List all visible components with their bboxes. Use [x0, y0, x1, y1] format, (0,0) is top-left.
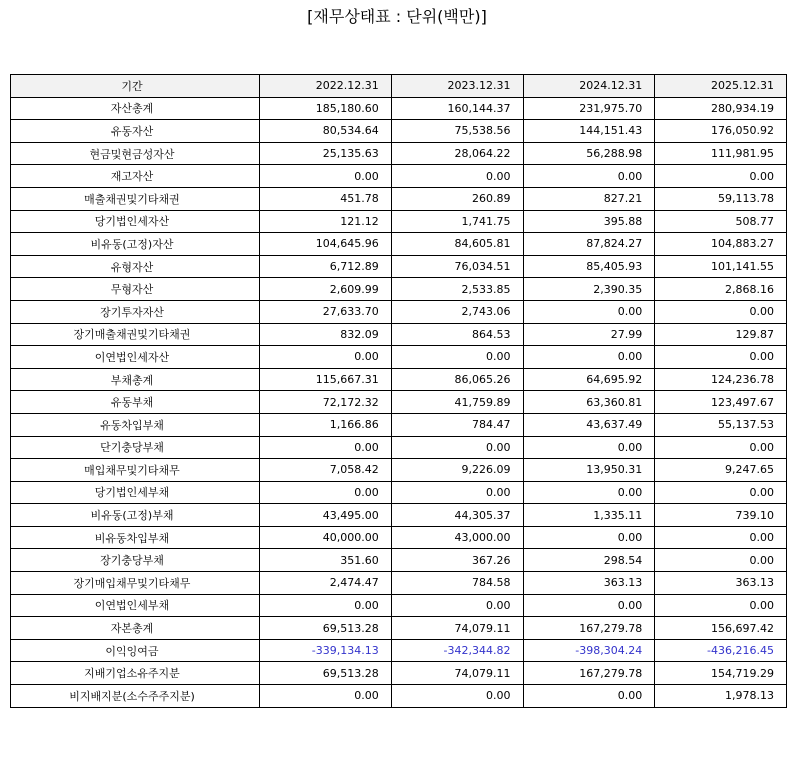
- table-cell-value: 0.00: [523, 165, 655, 188]
- table-row: [11, 662, 787, 685]
- table-cell-value: 367.26: [391, 549, 523, 572]
- table-cell-value: 104,883.27: [655, 233, 787, 256]
- page-title: [재무상태표 : 단위(백만)]: [307, 7, 487, 26]
- table-cell-value: -436,216.45: [655, 639, 787, 662]
- table-row: [11, 97, 787, 120]
- table-row: [11, 120, 787, 143]
- table-cell-value: 451.78: [260, 187, 392, 210]
- table-cell-value: 75,538.56: [391, 120, 523, 143]
- row-label: 비유동(고정)자산: [11, 233, 260, 256]
- table-row: [11, 639, 787, 662]
- table-cell-value: 832.09: [260, 323, 392, 346]
- table-cell-value: 55,137.53: [655, 413, 787, 436]
- table-cell-value: 86,065.26: [391, 368, 523, 391]
- table-cell-value: 167,279.78: [523, 617, 655, 640]
- row-label: 자산총계: [11, 97, 260, 120]
- table-cell-value: 0.00: [523, 436, 655, 459]
- row-label: 장기매출채권및기타채권: [11, 323, 260, 346]
- table-row: [11, 526, 787, 549]
- table-cell-value: 154,719.29: [655, 662, 787, 685]
- row-label: 장기매입채무및기타채무: [11, 572, 260, 595]
- row-label: 이연법인세부채: [11, 594, 260, 617]
- table-row: [11, 300, 787, 323]
- table-cell-value: 0.00: [655, 594, 787, 617]
- row-label: 비유동차입부채: [11, 526, 260, 549]
- table-cell-value: 56,288.98: [523, 142, 655, 165]
- row-label: 비유동(고정)부채: [11, 504, 260, 527]
- row-label: 매출채권및기타채권: [11, 187, 260, 210]
- table-cell-value: 43,495.00: [260, 504, 392, 527]
- table-cell-value: 2,390.35: [523, 278, 655, 301]
- table-row: [11, 572, 787, 595]
- table-cell-value: 260.89: [391, 187, 523, 210]
- table-cell-value: 0.00: [260, 165, 392, 188]
- table-cell-value: 69,513.28: [260, 662, 392, 685]
- table-cell-value: 0.00: [523, 594, 655, 617]
- table-cell-value: -398,304.24: [523, 639, 655, 662]
- table-cell-value: 784.58: [391, 572, 523, 595]
- table-cell-value: 0.00: [655, 346, 787, 369]
- table-cell-value: 0.00: [260, 436, 392, 459]
- table-cell-value: 76,034.51: [391, 255, 523, 278]
- table-cell-value: 864.53: [391, 323, 523, 346]
- table-cell-value: 351.60: [260, 549, 392, 572]
- table-cell-value: 25,135.63: [260, 142, 392, 165]
- table-row: [11, 187, 787, 210]
- table-cell-value: 0.00: [391, 165, 523, 188]
- table-row: [11, 504, 787, 527]
- table-cell-value: 160,144.37: [391, 97, 523, 120]
- table-cell-value: 74,079.11: [391, 617, 523, 640]
- table-cell-value: 280,934.19: [655, 97, 787, 120]
- table-cell-value: 395.88: [523, 210, 655, 233]
- table-cell-value: 0.00: [655, 165, 787, 188]
- table-row: [11, 368, 787, 391]
- table-cell-value: 363.13: [655, 572, 787, 595]
- table-cell-value: 43,000.00: [391, 526, 523, 549]
- table-cell-value: 121.12: [260, 210, 392, 233]
- table-row: [11, 436, 787, 459]
- table-cell-value: -339,134.13: [260, 639, 392, 662]
- table-row: [11, 459, 787, 482]
- table-cell-value: 2,609.99: [260, 278, 392, 301]
- row-label: 현금및현금성자산: [11, 142, 260, 165]
- table-row: [11, 481, 787, 504]
- table-cell-value: 1,335.11: [523, 504, 655, 527]
- table-cell-value: 0.00: [655, 436, 787, 459]
- table-cell-value: 9,226.09: [391, 459, 523, 482]
- row-label: 매입채무및기타채무: [11, 459, 260, 482]
- row-label: 유동차입부채: [11, 413, 260, 436]
- column-header-period: 기간: [11, 75, 260, 98]
- row-label: 부채총계: [11, 368, 260, 391]
- table-row: [11, 391, 787, 414]
- row-label: 이익잉여금: [11, 639, 260, 662]
- table-row: [11, 278, 787, 301]
- table-cell-value: 508.77: [655, 210, 787, 233]
- table-row: [11, 165, 787, 188]
- row-label: 재고자산: [11, 165, 260, 188]
- table-row: [11, 210, 787, 233]
- table-cell-value: 1,741.75: [391, 210, 523, 233]
- table-cell-value: 84,605.81: [391, 233, 523, 256]
- table-cell-value: 59,113.78: [655, 187, 787, 210]
- table-cell-value: 1,978.13: [655, 685, 787, 708]
- table-cell-value: 40,000.00: [260, 526, 392, 549]
- table-cell-value: 69,513.28: [260, 617, 392, 640]
- table-cell-value: 27,633.70: [260, 300, 392, 323]
- table-cell-value: 827.21: [523, 187, 655, 210]
- row-label: 당기법인세자산: [11, 210, 260, 233]
- table-cell-value: 0.00: [655, 526, 787, 549]
- table-row: [11, 255, 787, 278]
- table-cell-value: 167,279.78: [523, 662, 655, 685]
- table-cell-value: 0.00: [523, 685, 655, 708]
- table-cell-value: 13,950.31: [523, 459, 655, 482]
- table-cell-value: 6,712.89: [260, 255, 392, 278]
- table-body: [11, 97, 787, 707]
- table-cell-value: 111,981.95: [655, 142, 787, 165]
- row-label: 유동부채: [11, 391, 260, 414]
- table-cell-value: 0.00: [655, 481, 787, 504]
- table-row: [11, 413, 787, 436]
- table-cell-value: 739.10: [655, 504, 787, 527]
- row-label: 단기충당부채: [11, 436, 260, 459]
- row-label: 이연법인세자산: [11, 346, 260, 369]
- table-cell-value: 2,533.85: [391, 278, 523, 301]
- row-label: 비지배지분(소수주주지분): [11, 685, 260, 708]
- table-cell-value: 0.00: [523, 346, 655, 369]
- table-cell-value: 0.00: [391, 594, 523, 617]
- table-row: [11, 594, 787, 617]
- table-row: [11, 233, 787, 256]
- table-row: [11, 549, 787, 572]
- table-cell-value: 27.99: [523, 323, 655, 346]
- table-cell-value: 363.13: [523, 572, 655, 595]
- table-cell-value: 156,697.42: [655, 617, 787, 640]
- table-cell-value: 2,743.06: [391, 300, 523, 323]
- table-cell-value: 0.00: [655, 549, 787, 572]
- table-cell-value: 28,064.22: [391, 142, 523, 165]
- row-label: 지배기업소유주지분: [11, 662, 260, 685]
- table-cell-value: 0.00: [523, 300, 655, 323]
- table-row: [11, 142, 787, 165]
- table-cell-value: -342,344.82: [391, 639, 523, 662]
- table-cell-value: 0.00: [391, 346, 523, 369]
- row-label: 유형자산: [11, 255, 260, 278]
- column-header-year: 2023.12.31: [391, 75, 523, 98]
- table-cell-value: 0.00: [391, 481, 523, 504]
- table-cell-value: 176,050.92: [655, 120, 787, 143]
- table-cell-value: 231,975.70: [523, 97, 655, 120]
- table-cell-value: 0.00: [260, 594, 392, 617]
- table-cell-value: 115,667.31: [260, 368, 392, 391]
- table-cell-value: 0.00: [391, 436, 523, 459]
- table-row: [11, 685, 787, 708]
- table-cell-value: 1,166.86: [260, 413, 392, 436]
- table-cell-value: 9,247.65: [655, 459, 787, 482]
- table-cell-value: 144,151.43: [523, 120, 655, 143]
- table-cell-value: 44,305.37: [391, 504, 523, 527]
- table-row: [11, 323, 787, 346]
- table-cell-value: 0.00: [391, 685, 523, 708]
- table-cell-value: 104,645.96: [260, 233, 392, 256]
- row-label: 자본총계: [11, 617, 260, 640]
- row-label: 장기충당부채: [11, 549, 260, 572]
- table-cell-value: 129.87: [655, 323, 787, 346]
- table-cell-value: 185,180.60: [260, 97, 392, 120]
- row-label: 당기법인세부채: [11, 481, 260, 504]
- table-cell-value: 87,824.27: [523, 233, 655, 256]
- table-cell-value: 0.00: [523, 526, 655, 549]
- table-cell-value: 0.00: [655, 300, 787, 323]
- table-cell-value: 72,172.32: [260, 391, 392, 414]
- table-row: [11, 346, 787, 369]
- table-cell-value: 64,695.92: [523, 368, 655, 391]
- table-cell-value: 43,637.49: [523, 413, 655, 436]
- row-label: 장기투자자산: [11, 300, 260, 323]
- balance-sheet-table: [10, 74, 787, 708]
- column-header-year: 2025.12.31: [655, 75, 787, 98]
- table-cell-value: 74,079.11: [391, 662, 523, 685]
- table-header-row: [11, 75, 787, 98]
- table-cell-value: 0.00: [260, 685, 392, 708]
- row-label: 무형자산: [11, 278, 260, 301]
- row-label: 유동자산: [11, 120, 260, 143]
- table-cell-value: 41,759.89: [391, 391, 523, 414]
- table-cell-value: 85,405.93: [523, 255, 655, 278]
- table-cell-value: 101,141.55: [655, 255, 787, 278]
- table-cell-value: 123,497.67: [655, 391, 787, 414]
- table-row: [11, 617, 787, 640]
- table-cell-value: 7,058.42: [260, 459, 392, 482]
- table-cell-value: 0.00: [523, 481, 655, 504]
- column-header-year: 2022.12.31: [260, 75, 392, 98]
- table-cell-value: 2,474.47: [260, 572, 392, 595]
- table-cell-value: 80,534.64: [260, 120, 392, 143]
- table-cell-value: 63,360.81: [523, 391, 655, 414]
- table-cell-value: 0.00: [260, 481, 392, 504]
- table-cell-value: 784.47: [391, 413, 523, 436]
- table-cell-value: 124,236.78: [655, 368, 787, 391]
- table-cell-value: 2,868.16: [655, 278, 787, 301]
- column-header-year: 2024.12.31: [523, 75, 655, 98]
- table-cell-value: 298.54: [523, 549, 655, 572]
- table-cell-value: 0.00: [260, 346, 392, 369]
